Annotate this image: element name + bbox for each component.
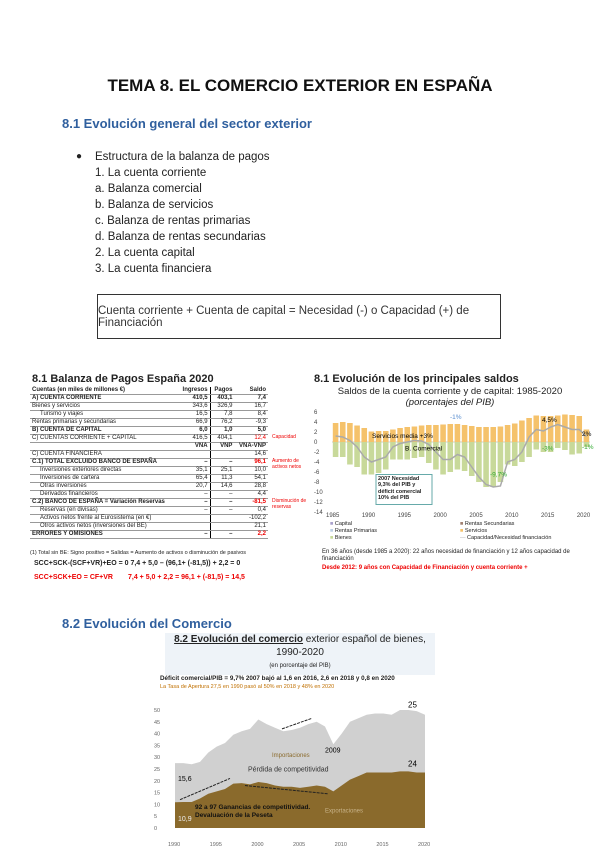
table-cell-value — [178, 499, 210, 507]
cell-text: Saldo — [249, 387, 266, 393]
bar-bienes — [483, 442, 489, 487]
table-cell-value — [234, 491, 268, 499]
x-tick: 1985 — [326, 513, 340, 518]
x-tick: 1995 — [397, 513, 412, 518]
bar-bienes — [533, 442, 539, 450]
table-cell-value — [234, 515, 268, 523]
table-row — [30, 459, 268, 467]
cell-text: 12,4 — [254, 435, 266, 441]
table-cell-value — [210, 395, 234, 403]
annotation-box-text — [378, 476, 432, 506]
y-tick: 20 — [154, 778, 161, 785]
comercio-subtitle: (en porcentaje del PIB) — [269, 663, 331, 669]
list-item: 3. La cuenta financiera — [95, 263, 212, 275]
table-footnote: (1) Total sin BE: Signo positivo = Salidas = Aumento de activos o disminución de pasivos — [30, 550, 247, 556]
list-item: a. Balanza comercial — [95, 183, 202, 195]
bar-servicios — [462, 425, 468, 442]
y-tick: 0 — [154, 826, 158, 832]
balance-structure-list — [76, 149, 270, 277]
comercio-title-2: 1990-2020 — [276, 647, 324, 658]
table-cell-value — [178, 451, 210, 459]
list-bullet-item — [76, 149, 270, 165]
bar-servicios — [433, 425, 439, 442]
section-heading-8-1: 8.1 Evolución general del sector exterior — [62, 116, 312, 131]
cell-text: 11,3 — [221, 475, 233, 481]
y-tick: -4 — [314, 460, 320, 466]
cell-text: 1,0 — [224, 427, 233, 433]
cell-text: – — [204, 531, 208, 537]
table-cell-value — [178, 403, 210, 411]
label-24: 24 — [408, 759, 417, 769]
ganancias-text: 92 a 97 Ganancias de competitividad. Devaluación de la Peseta — [195, 804, 311, 820]
cell-text: Inversiones de cartera — [40, 475, 100, 481]
table-cell-value — [178, 475, 210, 483]
cell-text: 6,0 — [199, 427, 208, 433]
cell-text: 16,7 — [254, 403, 266, 409]
table-header — [30, 387, 268, 395]
balance-of-payments-table — [30, 387, 307, 539]
table-cell-label — [30, 435, 178, 443]
cell-text: Rentas primarias y secundarias — [32, 419, 117, 425]
cell-text: Otras inversiones — [40, 483, 87, 489]
cell-text: – — [229, 499, 233, 505]
table-cell-label — [30, 515, 178, 523]
x-tick: 2000 — [251, 842, 264, 848]
cell-text: 16,5 — [195, 411, 208, 417]
cell-text: 416,5 — [192, 435, 208, 441]
box-text: 2007 Necesidad 9,3% del PIB y déficit comercial 10% del PIB — [378, 475, 422, 501]
table-cell-value — [178, 467, 210, 475]
bar-servicios — [476, 427, 482, 442]
row-note: Aumento de activos netos — [272, 458, 302, 470]
y-tick: -14 — [314, 510, 323, 516]
table-cell-label — [30, 411, 178, 419]
label-importaciones: Importaciones — [272, 753, 310, 760]
table-cell-value — [210, 403, 234, 411]
cell-text: Pagos — [214, 387, 233, 393]
annotation-minus1: -1% — [450, 414, 462, 421]
cell-text: 10,0 — [254, 467, 266, 473]
table-cell-label — [30, 427, 178, 435]
bar-servicios — [333, 423, 339, 442]
cell-text: – — [204, 507, 208, 513]
x-tick: 2020 — [418, 842, 431, 848]
label-15-6: 15,6 — [178, 775, 192, 783]
cell-text: 7,8 — [224, 411, 233, 417]
bar-servicios — [447, 424, 453, 442]
table-cell-value — [210, 491, 234, 499]
table-cell-value — [234, 531, 268, 539]
cell-text: 54,1 — [254, 475, 266, 481]
cell-text: 410,5 — [192, 395, 208, 401]
cell-text: 14,6 — [254, 451, 266, 457]
table-cell-value — [210, 515, 234, 523]
table-row — [30, 531, 268, 539]
table-row — [30, 395, 268, 403]
cell-text: 2,2 — [257, 531, 266, 537]
equation-2b: 7,4 + 5,0 + 2,2 = 96,1 + (-81,5) = 14,5 — [128, 574, 245, 581]
table-cell-value — [234, 451, 268, 459]
table-cell-label — [30, 443, 178, 451]
table-cell-label — [30, 459, 178, 467]
row-note: Disminución de reservas — [272, 498, 307, 510]
annotation-m97: -9,7% — [490, 471, 507, 479]
table-row — [30, 435, 268, 443]
comercio-chart — [150, 700, 450, 848]
x-tick: 2020 — [576, 513, 591, 518]
cell-text: 65,4 — [195, 475, 208, 481]
comercio-line-1: Déficit comercial/PIB = 9,7% 2007 bajó al 1,6 en 2016, 2,6 en 2018 y 0,8 en 2020 — [160, 675, 395, 682]
y-tick: 0 — [314, 440, 318, 446]
cell-text: 7,4 — [257, 395, 266, 401]
cell-text: ERRORES Y OMISIONES — [32, 531, 103, 537]
cell-text: -102,2 — [248, 515, 266, 521]
cell-text: C.1) TOTAL EXCLUIDO BANCO DE ESPAÑA — [32, 459, 157, 465]
cell-text: – — [229, 531, 233, 537]
bar-bienes — [512, 442, 518, 466]
x-tick: 2000 — [433, 513, 447, 518]
table-cell-label — [30, 507, 178, 515]
bar-bienes — [340, 442, 346, 457]
label-2009: 2009 — [325, 747, 341, 755]
bar-servicios — [512, 424, 518, 443]
bar-bienes — [447, 442, 453, 472]
cell-text: – — [204, 499, 208, 505]
table-cell-value — [210, 483, 234, 491]
cell-text: 0,4 — [257, 507, 266, 513]
bar-bienes — [562, 442, 568, 450]
cell-text: 96,1 — [254, 459, 266, 465]
cell-text: VNP — [220, 443, 233, 449]
cell-text: Bienes y servicios — [32, 403, 81, 409]
list-item: d. Balanza de rentas secundarias — [95, 231, 266, 243]
bar-bienes — [333, 442, 339, 457]
table-cell-value — [210, 387, 234, 395]
table-cell-value — [210, 435, 234, 443]
list-item: c. Balanza de rentas primarias — [95, 215, 251, 227]
page-title: TEMA 8. EL COMERCIO EXTERIOR EN ESPAÑA — [107, 76, 493, 95]
y-tick: 30 — [154, 755, 161, 762]
table-cell-value — [178, 395, 210, 403]
bar-bienes — [555, 442, 561, 448]
table-cell-value — [210, 531, 234, 539]
bar-servicios — [440, 425, 446, 443]
comercio-line-2: La Tasa de Apertura 27,5 en 1990 pasó al 50% en 2018 y 48% en 2020 — [160, 684, 335, 690]
cell-text: 25,1 — [220, 467, 233, 473]
cell-text: 403,1 — [217, 395, 233, 401]
cell-text: Reservas (en divisas) — [40, 507, 98, 513]
cell-text: 5,0 — [257, 427, 266, 433]
saldos-subtitle: Saldos de la cuenta corriente y de capital: 1985-2020 — [337, 386, 563, 397]
table-cell-value — [178, 419, 210, 427]
y-tick: 5 — [154, 814, 158, 821]
label-25: 25 — [408, 700, 417, 710]
cell-text: -9,3 — [255, 419, 266, 425]
label-ganancias — [195, 804, 315, 824]
annotation-m1: -1% — [582, 444, 594, 451]
bar-servicios — [354, 426, 360, 443]
table-cell-value — [178, 411, 210, 419]
bar-servicios — [519, 421, 525, 443]
y-tick: 15 — [154, 790, 161, 797]
cell-text: 14,6 — [220, 483, 233, 489]
table-cell-value — [234, 395, 268, 403]
table-cell-value — [210, 419, 234, 427]
table-row — [30, 507, 268, 515]
y-tick: 4 — [314, 420, 318, 426]
table-cell-value — [210, 475, 234, 483]
x-tick: 2015 — [541, 513, 555, 518]
saldos-title: 8.1 Evolución de los principales saldos — [314, 373, 519, 385]
cell-text: C.2) BANCO DE ESPAÑA = Variación Reservas — [32, 499, 165, 505]
legend-bienes: ■ Bienes — [330, 535, 352, 541]
table-cell-value — [178, 387, 210, 395]
table-cell-value — [234, 507, 268, 515]
table-row — [30, 403, 268, 411]
y-tick: 25 — [154, 767, 161, 773]
bar-servicios — [498, 427, 504, 443]
row-note: Capacidad — [272, 434, 296, 440]
table-row — [30, 515, 268, 523]
bar-servicios — [455, 424, 461, 442]
label-10-9: 10,9 — [178, 815, 192, 823]
legend-servicios: ■ Servicios — [460, 528, 488, 534]
cell-text: Activos netos frente al Eurosistema (en €) — [40, 515, 152, 521]
x-tick: 2005 — [293, 842, 306, 848]
table-cell-label — [30, 419, 178, 427]
table-cell-value — [234, 427, 268, 435]
cell-text: 4,4 — [257, 491, 266, 497]
table-cell-value — [210, 507, 234, 515]
y-tick: -12 — [314, 500, 323, 506]
cell-text: -81,5 — [252, 499, 266, 505]
cell-text: VNA-VNP — [238, 443, 266, 449]
bar-bienes — [376, 442, 382, 473]
table-cell-label — [30, 387, 178, 395]
table-cell-value — [210, 467, 234, 475]
table-cell-value — [234, 411, 268, 419]
bar-servicios — [490, 427, 496, 442]
bar-bienes — [526, 442, 532, 457]
cell-text: Cuentas (en miles de millones €) — [32, 387, 126, 393]
table-cell-label — [30, 451, 178, 459]
y-tick: 2 — [314, 430, 318, 436]
table-row — [30, 475, 268, 483]
balance-table-title: 8.1 Balanza de Pagos España 2020 — [32, 373, 214, 385]
table-cell-value — [178, 459, 210, 467]
table-cell-label — [30, 475, 178, 483]
annotation-45: 4,5% — [542, 417, 557, 424]
table-subheader — [30, 443, 268, 451]
list-item: 2. La cuenta capital — [95, 247, 195, 259]
table-cell-value — [234, 467, 268, 475]
cell-text: 326,9 — [217, 403, 233, 409]
y-tick: -2 — [314, 450, 320, 456]
bullet-icon: ● — [76, 151, 83, 162]
label-perdida: Pérdida de competitividad — [248, 766, 329, 774]
table-cell-value — [210, 523, 234, 531]
table-cell-label — [30, 395, 178, 403]
table-cell-value — [234, 483, 268, 491]
table-cell-value — [178, 523, 210, 531]
list-item: 1. La cuenta corriente — [95, 167, 207, 179]
cell-text: C) CUENTAS CORRIENTE + CAPITAL — [32, 435, 137, 441]
table-cell-label — [30, 499, 178, 507]
table-cell-label — [30, 483, 178, 491]
saldos-note-2: Desde 2012: 9 años con Capacidad de Financiación y cuenta corriente + — [322, 565, 528, 571]
cell-text: 21,1 — [254, 523, 266, 529]
table-row — [30, 451, 268, 459]
annotation-m3: -3% — [542, 445, 554, 453]
cell-text: Inversiones exteriores directas — [40, 467, 122, 473]
table-cell-value — [210, 499, 234, 507]
legend-capacidad: — Capacidad/Necesidad financiación — [460, 535, 552, 541]
cell-text: – — [229, 491, 233, 497]
legend-capital: ■ Capital — [330, 521, 352, 527]
table-cell-value — [210, 411, 234, 419]
table-cell-value — [178, 507, 210, 515]
cell-text: – — [229, 507, 233, 513]
y-tick: 10 — [154, 802, 161, 809]
saldos-legend — [330, 521, 590, 542]
table-row — [30, 419, 268, 427]
formula-box: Cuenta corriente + Cuenta de capital = Necesidad (-) o Capacidad (+) de Financiación — [97, 294, 501, 339]
table-cell-value — [178, 435, 210, 443]
table-row — [30, 491, 268, 499]
y-tick: -6 — [314, 470, 320, 476]
cell-text: Otros activos netos (inversiones del BE) — [40, 523, 147, 529]
table-cell-value — [178, 427, 210, 435]
cell-text: C) CUENTA FINANCIERA — [32, 451, 102, 457]
cell-text: 76,2 — [220, 419, 233, 425]
saldos-subtitle2: (porcentajes del PIB) — [405, 397, 495, 408]
table-cell-value — [234, 443, 268, 451]
table-cell-label — [30, 491, 178, 499]
y-tick: 40 — [154, 731, 161, 738]
cell-text: Ingresos — [182, 387, 208, 393]
legend-rentas-primarias: ■ Rentas Primarias — [330, 528, 378, 534]
table-cell-value — [178, 531, 210, 539]
table-cell-value — [234, 523, 268, 531]
table-cell-value — [178, 515, 210, 523]
table-row — [30, 483, 268, 491]
bar-bienes — [490, 442, 496, 487]
table-row — [30, 427, 268, 435]
x-tick: 2005 — [469, 513, 483, 518]
cell-text: Derivados financieros — [40, 491, 98, 497]
table-cell-label — [30, 467, 178, 475]
equation-1: SCC+SCK-(SCF+VR)+EO = 0 7,4 + 5,0 – (96,1+ (-81,5)) + 2,2 = 0 — [34, 560, 241, 567]
bar-bienes — [369, 442, 375, 475]
annotation-servicios: Servicios media +3% — [372, 433, 433, 440]
cell-text: B) CUENTA DE CAPITAL — [32, 427, 102, 433]
list-item: b. Balanza de servicios — [95, 199, 214, 211]
x-tick: 2015 — [376, 842, 389, 848]
cell-text: 20,7 — [195, 483, 208, 489]
cell-text: Turismo y viajes — [40, 411, 84, 417]
bar-bienes — [569, 442, 575, 455]
y-tick: 35 — [154, 743, 161, 750]
cell-text: 28,8 — [254, 483, 266, 489]
x-tick: 2010 — [505, 513, 519, 518]
annotation-2: 2% — [582, 431, 592, 438]
label-exportaciones: Exportaciones — [325, 808, 364, 815]
equation-2a: SCC+SCK+EO = CF+VR — [34, 574, 113, 581]
y-tick: 45 — [154, 719, 161, 726]
cell-text: 343,6 — [192, 403, 208, 409]
x-tick: 1990 — [168, 842, 181, 848]
table-cell-value — [178, 483, 210, 491]
bar-servicios — [505, 425, 511, 442]
bullet-text: Estructura de la balanza de pagos — [95, 151, 270, 163]
bar-servicios — [361, 428, 367, 442]
table-cell-value — [234, 475, 268, 483]
table-cell-value — [210, 451, 234, 459]
y-tick: 50 — [154, 708, 161, 714]
table-row — [30, 523, 268, 531]
saldos-chart — [310, 408, 595, 518]
cell-text: VNA — [194, 443, 208, 449]
cell-text: – — [204, 491, 208, 497]
table-row — [30, 499, 268, 507]
cell-text: – — [229, 459, 233, 465]
cell-text: – — [204, 459, 208, 465]
cell-text: A) CUENTA CORRIENTE — [32, 395, 102, 401]
bar-bienes — [347, 442, 353, 465]
cell-text: 35,1 — [195, 467, 208, 473]
cell-text: 8,4 — [257, 411, 266, 417]
table-cell-value — [210, 443, 234, 451]
x-tick: 1995 — [209, 842, 222, 848]
table-cell-value — [234, 419, 268, 427]
bar-servicios — [340, 422, 346, 442]
table-cell-value — [210, 459, 234, 467]
bar-servicios — [483, 427, 489, 442]
y-tick: -8 — [314, 480, 320, 486]
y-tick: -10 — [314, 490, 323, 496]
saldos-note-1: En 36 años (desde 1985 a 2020): 22 años necesidad de financiación y 12 años capacidad de financiación — [322, 549, 570, 562]
comercio-title: 8.2 Evolución del comercio exterior español de bienes, — [174, 634, 426, 645]
cell-text: 66,9 — [195, 419, 208, 425]
table-row — [30, 467, 268, 475]
table-cell-value — [178, 443, 210, 451]
bar-servicios — [469, 426, 475, 442]
table-row — [30, 411, 268, 419]
table-cell-value — [178, 491, 210, 499]
y-tick: 6 — [314, 410, 318, 416]
cell-text: 404,1 — [217, 435, 233, 441]
table-cell-label — [30, 403, 178, 411]
annotation-comercial: B. Comercial — [405, 445, 443, 453]
table-cell-label — [30, 523, 178, 531]
x-tick: 2010 — [334, 842, 347, 848]
legend-rentas-secundarias: ■ Rentas Secundarias — [460, 521, 515, 527]
table-cell-value — [234, 434, 296, 443]
table-cell-value — [210, 427, 234, 435]
table-cell-value — [234, 403, 268, 411]
table-cell-value — [234, 387, 268, 395]
x-tick: 1990 — [361, 513, 376, 518]
table-cell-label — [30, 531, 178, 539]
section-heading-8-2: 8.2 Evolución del Comercio — [62, 616, 232, 631]
